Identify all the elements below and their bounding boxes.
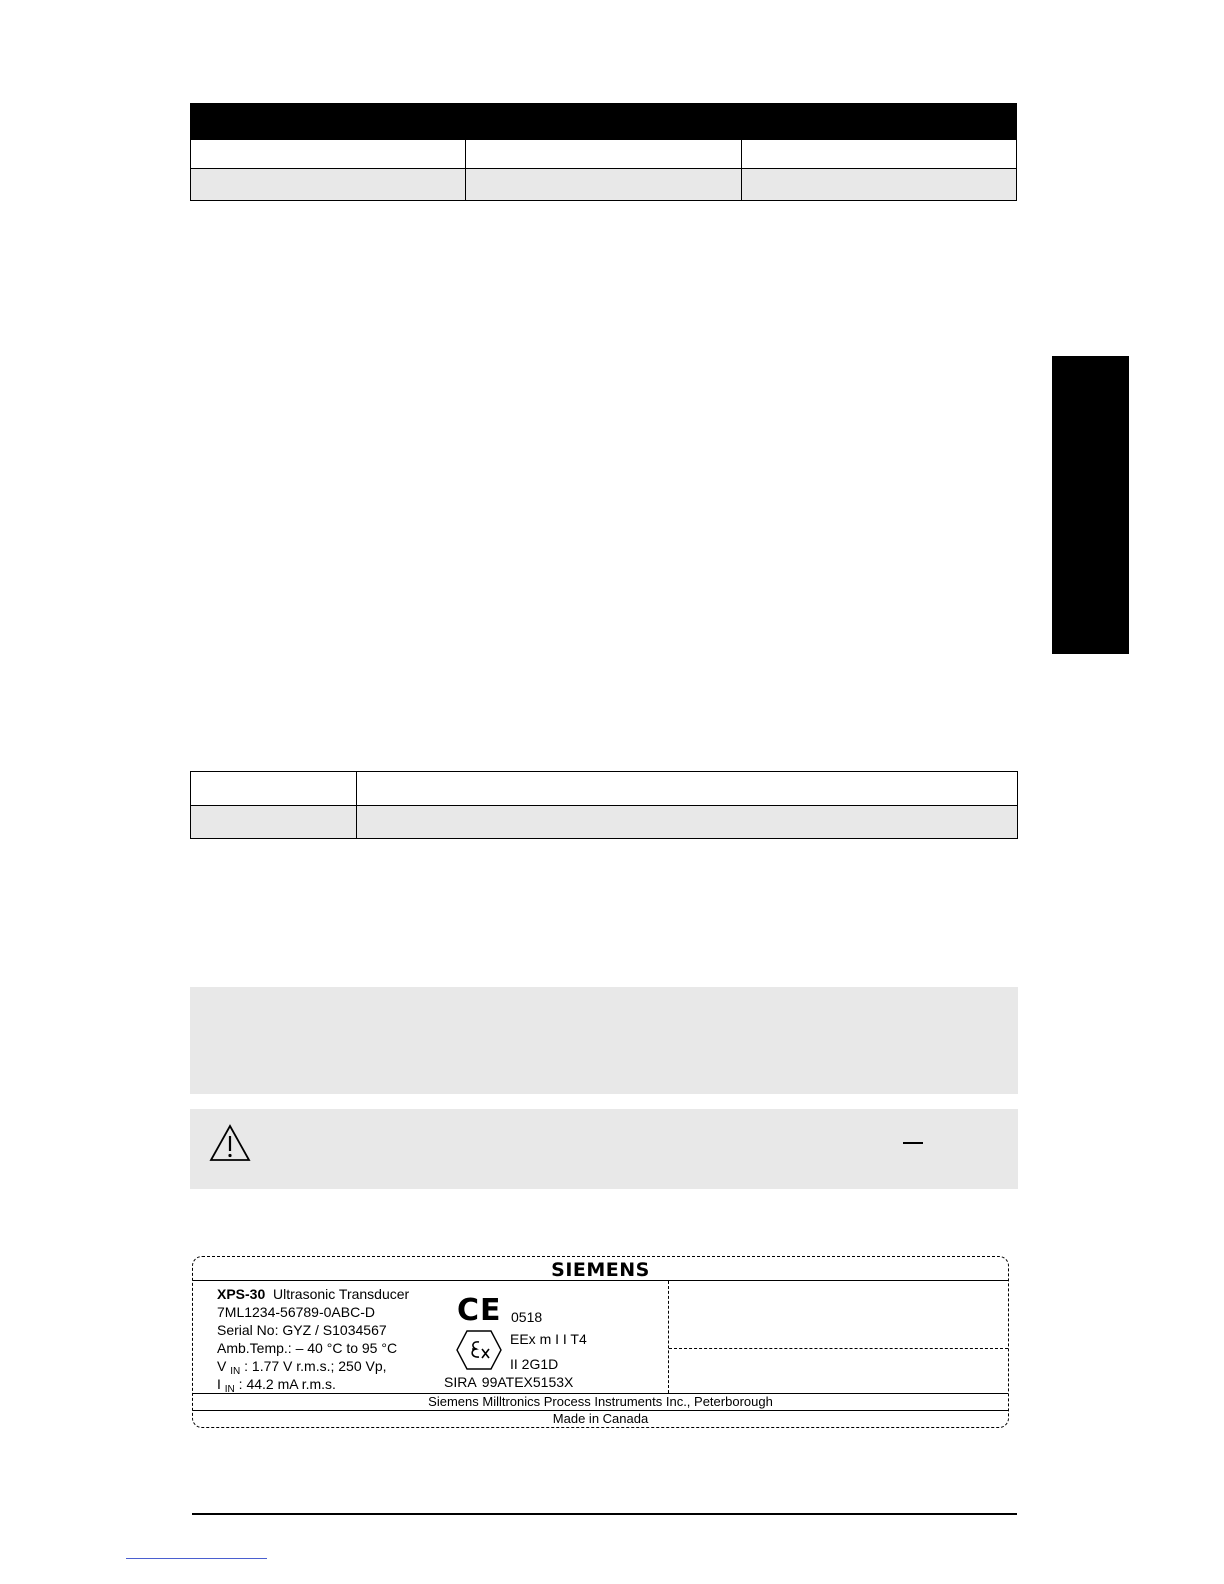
table-cell bbox=[741, 140, 1016, 168]
table-2-row bbox=[191, 772, 1017, 805]
table-cell bbox=[191, 169, 465, 200]
protection-code: EEx m I I T4 bbox=[510, 1331, 587, 1347]
table-1-header bbox=[190, 103, 1017, 139]
divider bbox=[193, 1280, 1008, 1281]
table-cell bbox=[191, 140, 465, 168]
certificate-number: SIRA 99ATEX5153X bbox=[444, 1374, 574, 1390]
product-name: Ultrasonic Transducer bbox=[273, 1286, 410, 1302]
table-2 bbox=[190, 771, 1018, 839]
table-cell bbox=[357, 806, 1017, 838]
symbol: V bbox=[217, 1358, 227, 1374]
ambient-temperature: Amb.Temp.: – 40 °C to 95 °C bbox=[217, 1340, 398, 1356]
notified-body-number: 0518 bbox=[511, 1309, 543, 1325]
subscript: IN bbox=[230, 1366, 241, 1377]
warning-triangle-icon bbox=[209, 1124, 251, 1162]
value: : 44.2 mA r.m.s. bbox=[238, 1376, 336, 1392]
brand-logo: SIEMENS bbox=[551, 1259, 650, 1281]
part-number: 7ML1234-56789-0ABC-D bbox=[217, 1304, 375, 1320]
symbol: I bbox=[217, 1376, 221, 1392]
nameplate-label bbox=[192, 1256, 1009, 1428]
table-cell bbox=[357, 772, 1017, 805]
underline-mark bbox=[903, 1142, 923, 1144]
manufacturer: Siemens Milltronics Process Instruments Inc., Peterborough bbox=[428, 1394, 773, 1409]
divider bbox=[668, 1281, 669, 1393]
note-box bbox=[190, 987, 1018, 1094]
footer-link[interactable] bbox=[126, 1558, 267, 1559]
country-of-origin: Made in Canada bbox=[552, 1411, 649, 1426]
value: : 1.77 V r.m.s.; 250 Vp, bbox=[244, 1358, 387, 1374]
subscript: IN bbox=[224, 1384, 235, 1395]
warning-box bbox=[190, 1109, 1018, 1189]
footer-rule bbox=[192, 1513, 1017, 1515]
serial-number: Serial No: GYZ / S1034567 bbox=[217, 1322, 387, 1338]
table-1-row bbox=[190, 169, 1017, 201]
ce-mark-icon: CE bbox=[457, 1293, 502, 1328]
equipment-group: II 2G1D bbox=[510, 1356, 559, 1372]
table-cell bbox=[465, 169, 740, 200]
table-cell bbox=[191, 806, 357, 838]
ex-hexagon-icon bbox=[455, 1329, 503, 1371]
model-number: XPS-30 bbox=[217, 1286, 266, 1302]
divider bbox=[669, 1348, 1008, 1349]
table-cell bbox=[465, 140, 740, 168]
table-2-row bbox=[191, 805, 1017, 838]
table-cell bbox=[741, 169, 1016, 200]
section-tab bbox=[1052, 356, 1129, 654]
model-line bbox=[217, 1285, 409, 1303]
table-cell bbox=[191, 772, 357, 805]
table-1-row bbox=[190, 139, 1017, 169]
